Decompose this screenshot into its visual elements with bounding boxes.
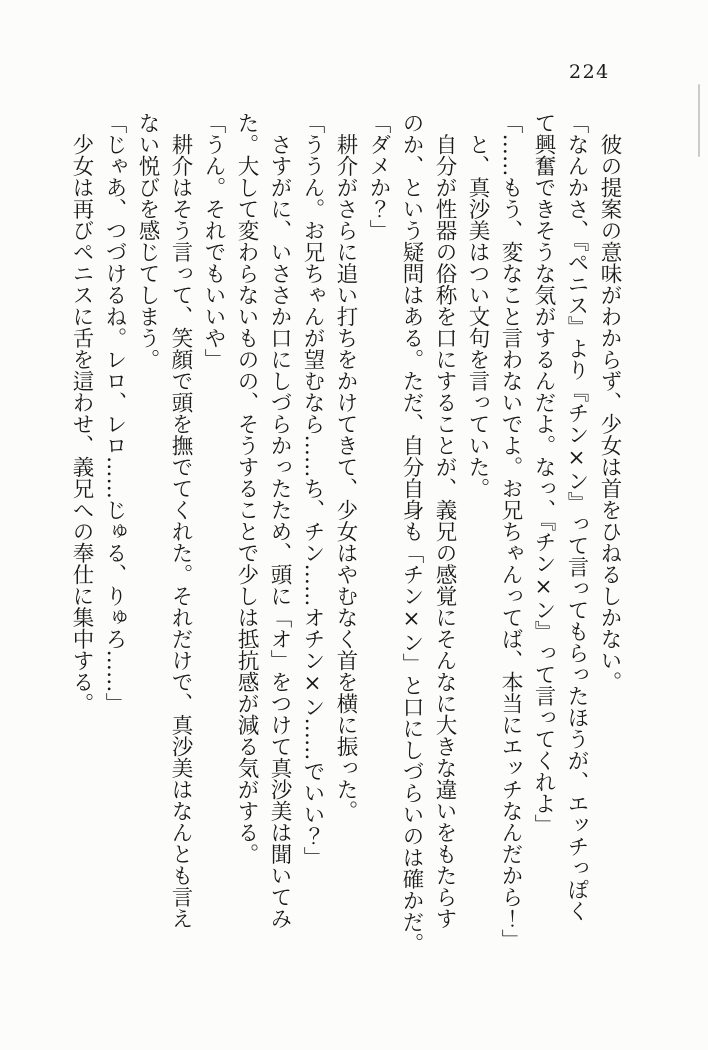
text-line: た。大して変わらないものの、そうすることで少しは抵抗感が減る気がする。 <box>234 112 259 865</box>
text-line: 彼の提案の意味がわからず、少女は首をひねるしかない。 <box>597 112 622 693</box>
text-line: 「ううん。お兄ちゃんが望むなら……ち、チン……オチン×ン……でいい？」 <box>300 112 325 868</box>
text-line: と、真沙美はつい文句を言っていた。 <box>465 112 490 499</box>
text-line: 「……もう、変なこと言わないでよ。お兄ちゃんってば、本当にエッチなんだから！」 <box>498 112 523 951</box>
text-line: 「じゃあ、つづけるね。レロ、レロ……じゅる、りゅろ……」 <box>102 112 127 714</box>
text-line: ない悦びを感じてしまう。 <box>135 112 160 370</box>
text-line: のか、という疑問はある。ただ、自分自身も「チン×ン」と口にしづらいのは確かだ。 <box>399 112 424 954</box>
text-line: 自分が性器の俗称を口にすることが、義兄の感覚にそんなに大きな違いをもたらす <box>432 112 457 929</box>
text-line: 耕介はそう言って、笑顔で頭を撫でてくれた。それだけで、真沙美はなんとも言え <box>168 112 193 929</box>
text-line: 「ダメか？」 <box>366 112 391 241</box>
text-line: て興奮できそうな気がするんだよ。なっ、『チン×ン』って言ってくれよ」 <box>531 112 556 836</box>
text-line: 「なんかさ、『ペニス』より『チン×ン』って言ってもらったほうが、エッチっぽく <box>564 112 589 922</box>
text-line: 少女は再びペニスに舌を這わせ、義兄への奉仕に集中する。 <box>69 112 94 714</box>
page-number: 224 <box>569 61 610 83</box>
vertical-text-block <box>65 112 626 957</box>
text-line: 耕介がさらに追い打ちをかけてきて、少女はやむなく首を横に振った。 <box>333 112 358 822</box>
scan-edge-artifact <box>698 84 700 157</box>
text-line: 「うん。それでもいいや」 <box>201 112 226 370</box>
text-line: さすがに、いささか口にしづらかったため、頭に「オ」をつけて真沙美は聞いてみ <box>267 112 292 929</box>
